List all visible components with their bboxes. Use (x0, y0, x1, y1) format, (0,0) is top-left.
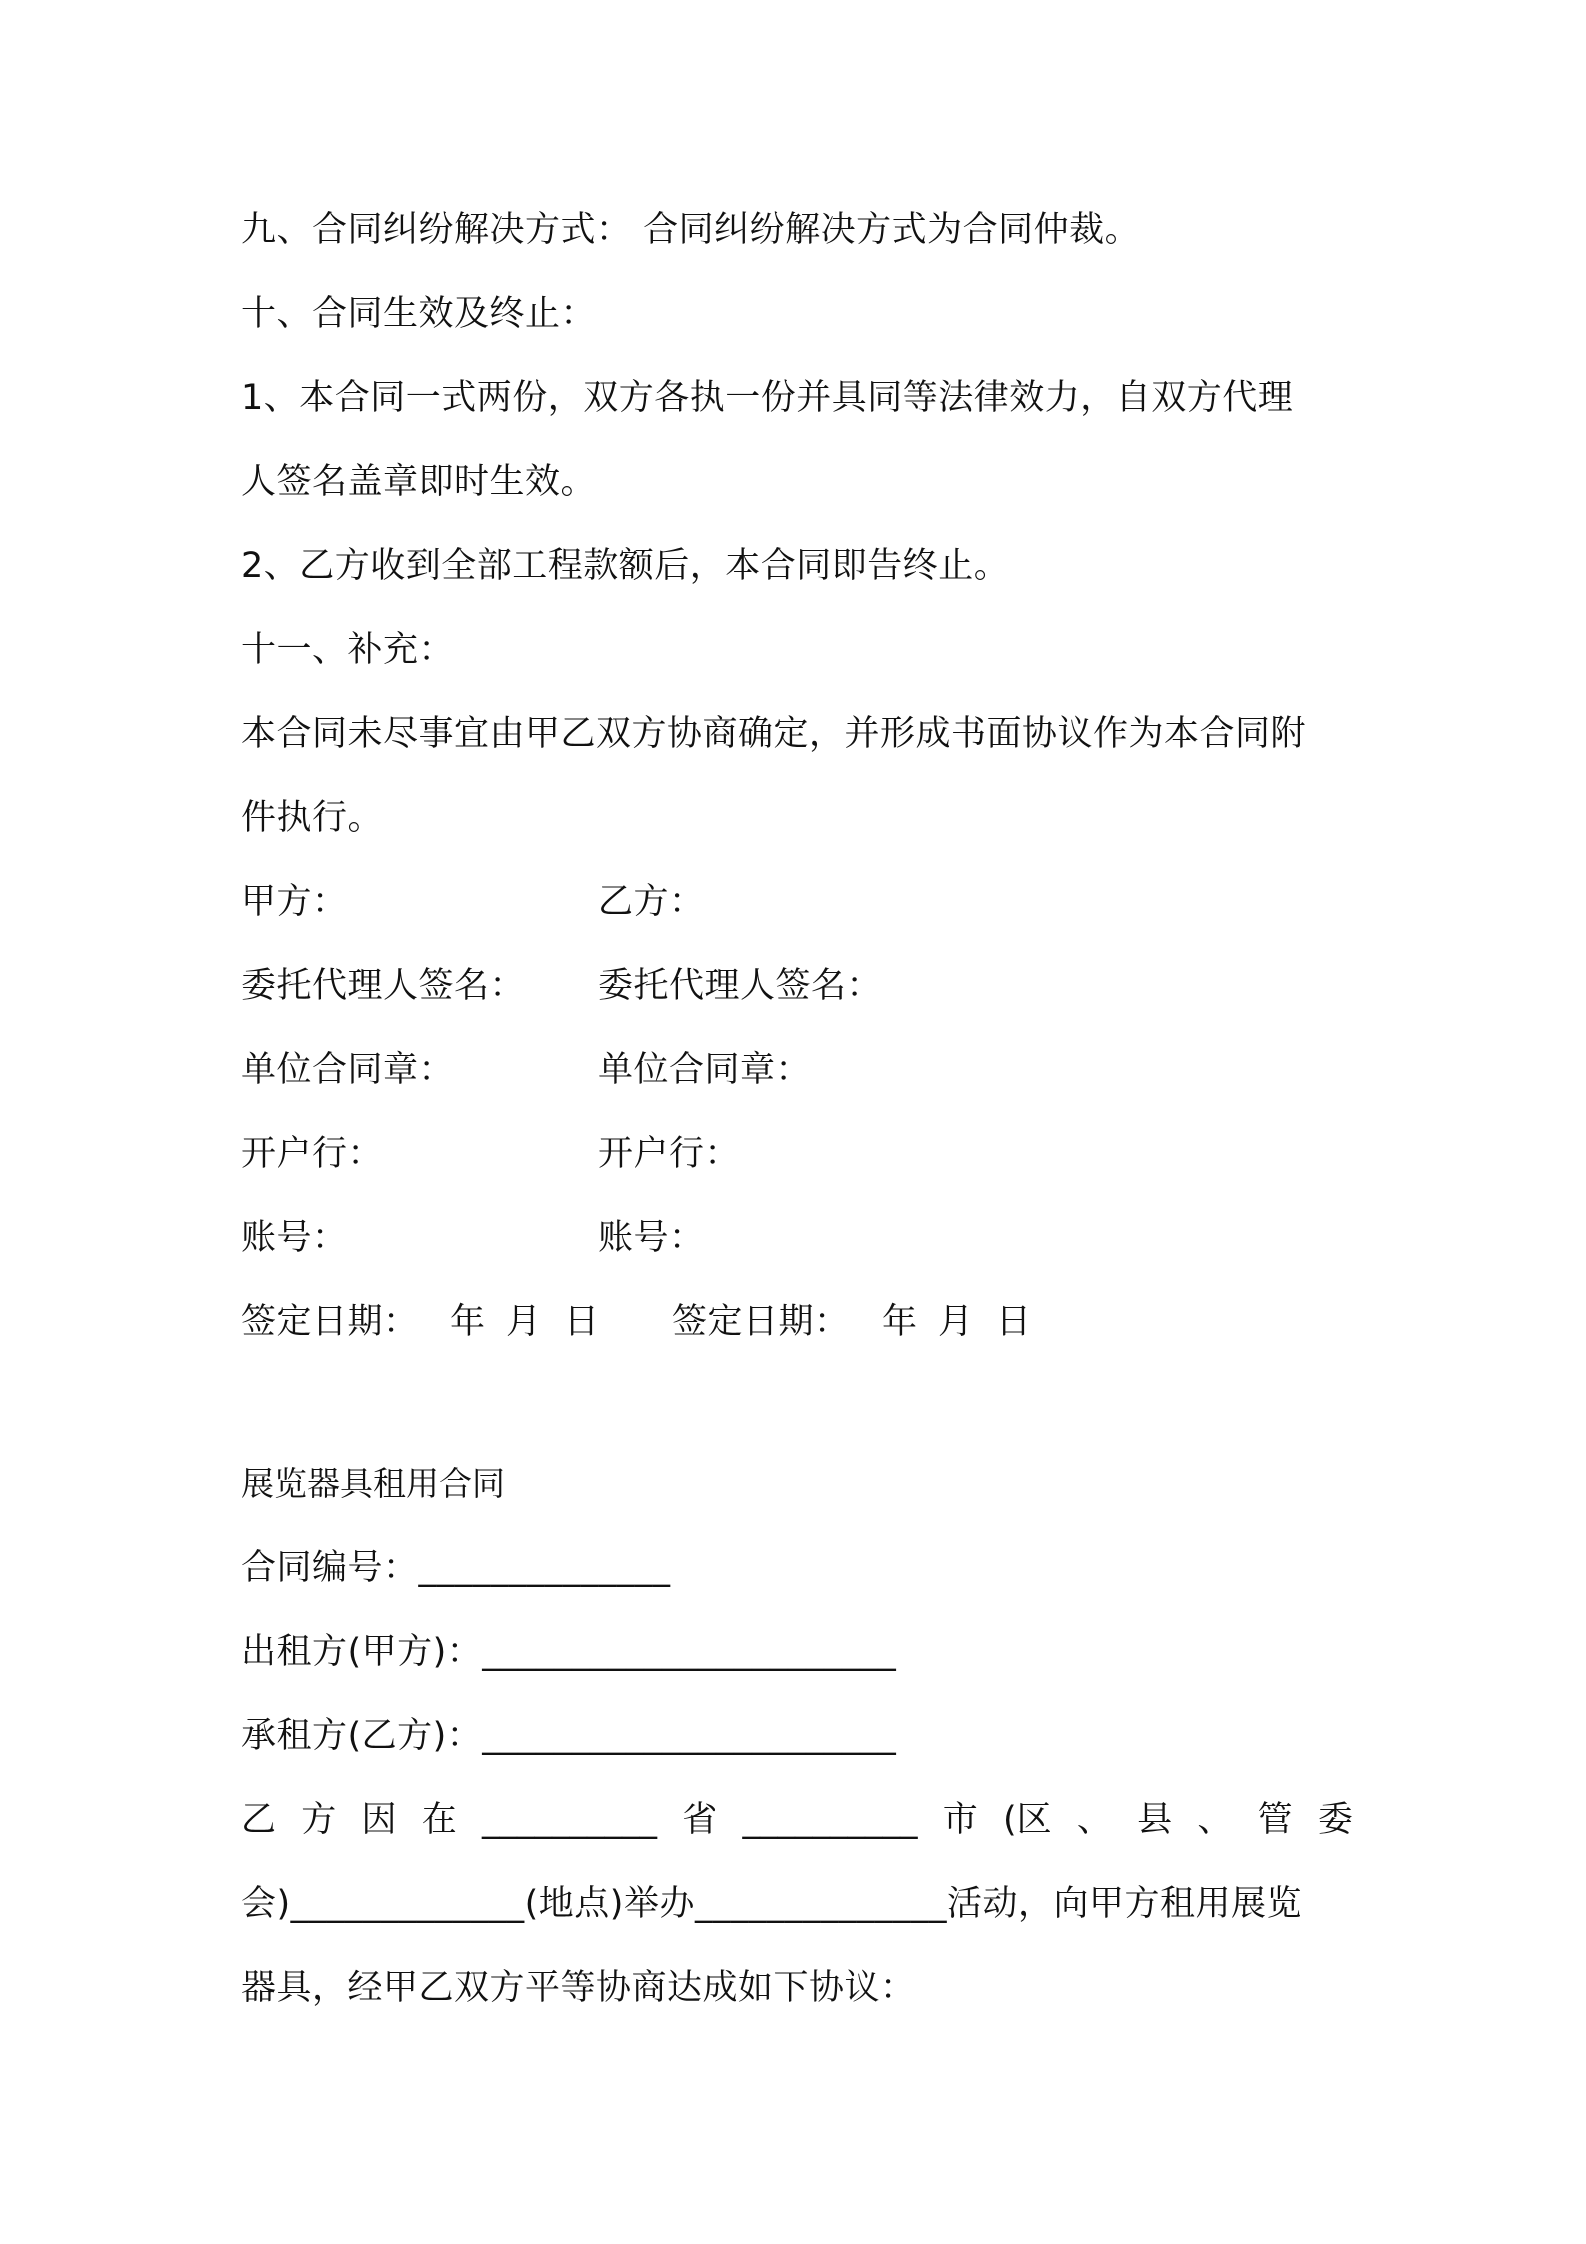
sign-date-b-label: 签定日期： (672, 1302, 850, 1342)
bank-b-label: 开户行： (598, 1134, 741, 1174)
city-blank: __________ (742, 1800, 918, 1840)
sign-date-a-label: 签定日期： (241, 1302, 419, 1342)
intro-word: 因 (361, 1800, 397, 1840)
account-a-label: 账号： (241, 1218, 348, 1258)
sign-date-b-month: 月 (938, 1302, 974, 1342)
province-blank: __________ (482, 1800, 657, 1840)
section-10-item-2: 2、乙方收到全部工程款额后，本合同即告终止。 (241, 546, 1010, 586)
intro-word: 在 (421, 1800, 457, 1840)
sign-date-a-day: 日 (564, 1302, 600, 1342)
agent-signature-b-label: 委托代理人签名： (598, 966, 883, 1006)
seal-b-label: 单位合同章： (598, 1050, 812, 1090)
section-9-dispute-resolution: 九、合同纠纷解决方式： 合同纠纷解决方式为合同仲裁。 (241, 210, 1141, 250)
section-10-item-1-line-2: 人签名盖章即时生效。 (241, 462, 597, 502)
intro-word: 县 (1137, 1800, 1173, 1840)
lessee-field: 承租方(乙方)：_______________________ (241, 1716, 897, 1756)
intro-word: 省 (682, 1800, 718, 1840)
seal-a-label: 单位合同章： (241, 1050, 455, 1090)
intro-word: 市 (942, 1800, 978, 1840)
sign-date-b-day: 日 (996, 1302, 1032, 1342)
agent-signature-a-label: 委托代理人签名： (241, 966, 526, 1006)
sign-date-a-month: 月 (506, 1302, 542, 1342)
intro-word: 、 (1197, 1800, 1233, 1840)
bank-a-label: 开户行： (241, 1134, 384, 1174)
intro-word: 委 (1317, 1800, 1353, 1840)
intro-word: (区 (1002, 1800, 1052, 1840)
account-b-label: 账号： (598, 1218, 705, 1258)
sign-date-a-year: 年 (450, 1302, 486, 1342)
section-11-text-line-2: 件执行。 (241, 798, 384, 838)
section-10-item-1-line-1: 1、本合同一式两份，双方各执一份并具同等法律效力，自双方代理 (241, 378, 1294, 418)
intro-line-3: 器具，经甲乙双方平等协商达成如下协议： (241, 1968, 916, 2008)
section-11-title: 十一、补充： (241, 630, 455, 670)
intro-word: 、 (1076, 1800, 1112, 1840)
sign-date-b-year: 年 (882, 1302, 918, 1342)
intro-word: 管 (1257, 1800, 1293, 1840)
contract-2-title: 展览器具租用合同 (241, 1464, 505, 1503)
intro-word: 乙 (241, 1800, 277, 1840)
party-b-label: 乙方： (598, 882, 705, 922)
party-a-label: 甲方： (241, 882, 348, 922)
section-10-title: 十、合同生效及终止： (241, 294, 597, 334)
section-11-text-line-1: 本合同未尽事宜由甲乙双方协商确定，并形成书面协议作为本合同附 (241, 714, 1307, 754)
lessor-field: 出租方(甲方)：_______________________ (241, 1632, 897, 1672)
contract-2-number-field: 合同编号：______________ (241, 1548, 671, 1588)
intro-line-1 (241, 1798, 1353, 1842)
intro-word: 方 (301, 1800, 337, 1840)
intro-line-2: 会)_____________(地点)举办______________活动，向甲方租用展览 (241, 1884, 1302, 1924)
